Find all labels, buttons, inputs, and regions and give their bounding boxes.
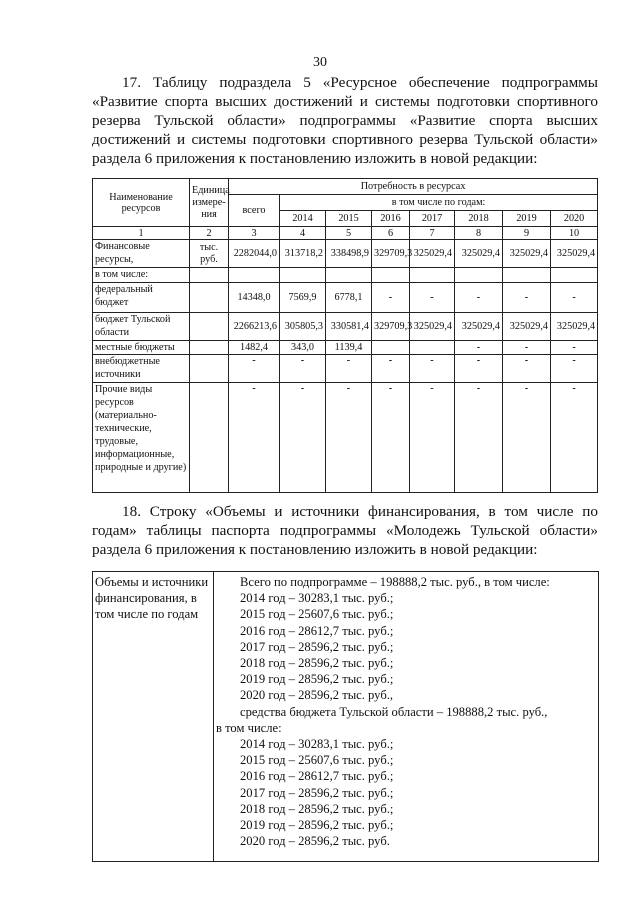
header-unit: Единица измере-ния (190, 179, 229, 227)
row-name: внебюджетные источники (93, 355, 190, 383)
section-17-line: «Развитие спорта высших достижений и системы подготовки спортивного (92, 93, 598, 110)
header-year: 2019 (503, 211, 551, 227)
col-number: 8 (455, 227, 503, 240)
total-line: Всего по подпрограмме – 198888,2 тыс. руб., в том числе: (240, 575, 550, 589)
year-line: 2018 год – 28596,2 тыс. руб.; (240, 656, 394, 671)
table-row (93, 240, 598, 268)
cell-value: - (551, 355, 598, 383)
year-line: 2016 год – 28612,7 тыс. руб.; (240, 769, 394, 784)
cell-value: 329709,3 (372, 313, 410, 341)
cell-value: 2266213,6 (229, 313, 280, 341)
col-number: 2 (190, 227, 229, 240)
passport-label: Объемы и источники финансирования, в том числе по годам (93, 572, 214, 862)
header-total: всего (229, 195, 280, 227)
cell-value: - (503, 283, 551, 313)
cell-value: 343,0 (280, 341, 326, 355)
cell-value: 1482,4 (229, 341, 280, 355)
table-row (93, 268, 598, 283)
row-unit (190, 383, 229, 493)
year-line: 2017 год – 28596,2 тыс. руб.; (240, 639, 394, 654)
cell-value: 325029,4 (551, 240, 598, 268)
header-year: 2017 (410, 211, 455, 227)
cell-value: - (503, 341, 551, 355)
header-year: 2020 (551, 211, 598, 227)
passport-table (92, 571, 599, 862)
year-line: 2020 год – 28596,2 тыс. руб. (240, 834, 390, 849)
cell-value: - (229, 383, 280, 493)
passport-content (214, 572, 599, 862)
cell-value: 313718,2 (280, 240, 326, 268)
header-year: 2016 (372, 211, 410, 227)
table-row (93, 383, 598, 493)
year-line: 2015 год – 25607,6 тыс. руб.; (240, 753, 394, 768)
cell-value: - (280, 355, 326, 383)
year-line: 2019 год – 28596,2 тыс. руб.; (240, 672, 394, 687)
year-line: 2016 год – 28612,7 тыс. руб.; (240, 623, 394, 638)
cell-value: - (326, 355, 372, 383)
cell-value: 2282044,0 (229, 240, 280, 268)
header-year: 2018 (455, 211, 503, 227)
col-number: 10 (551, 227, 598, 240)
year-line: 2018 год – 28596,2 тыс. руб.; (240, 801, 394, 816)
cell-value: 1139,4 (326, 341, 372, 355)
cell-value: - (503, 383, 551, 493)
page-number: 30 (313, 55, 327, 70)
cell-value: 325029,4 (503, 240, 551, 268)
table-row (93, 355, 598, 383)
cell-value: 325029,4 (410, 313, 455, 341)
row-unit (190, 283, 229, 313)
col-number: 6 (372, 227, 410, 240)
col-number: 4 (280, 227, 326, 240)
cell-value: 325029,4 (455, 313, 503, 341)
year-line: 2020 год – 28596,2 тыс. руб., (240, 688, 394, 703)
header-year: 2015 (326, 211, 372, 227)
section-18-line: годам» таблицы паспорта подпрограммы «Молодежь Тульской области» (92, 522, 598, 539)
header-by-years: в том числе по годам: (280, 195, 598, 211)
section-18-line: 18. Строку «Объемы и источники финансирования, в том числе по (122, 503, 598, 520)
table-row (93, 341, 598, 355)
row-name: в том числе: (93, 268, 190, 283)
cell-value: - (551, 383, 598, 493)
budget-line: средства бюджета Тульской области – 198888,2 тыс. руб., (240, 704, 548, 719)
year-line: 2017 год – 28596,2 тыс. руб.; (240, 785, 394, 800)
header-need: Потребность в ресурсах (229, 179, 598, 195)
cell-value: - (503, 355, 551, 383)
cell-value: - (372, 383, 410, 493)
cell-value: - (455, 355, 503, 383)
cell-value: - (410, 283, 455, 313)
row-name: местные бюджеты (93, 341, 190, 355)
row-name: федеральный бюджет (93, 283, 190, 313)
col-number: 5 (326, 227, 372, 240)
section-17-line: достижений и системы подготовки спортивного резерва Тульской области» (92, 131, 598, 148)
section-17-paragraph (92, 73, 598, 168)
row-name: Прочие виды ресурсов (материально-технические, трудовые, информационные, природные и другие) (93, 383, 190, 493)
header-year: 2014 (280, 211, 326, 227)
table-row (93, 283, 598, 313)
section-18-line: раздела 6 приложения к постановлению изложить в новой редакции: (92, 541, 538, 558)
cell-value: 325029,4 (503, 313, 551, 341)
cell-value (372, 341, 410, 355)
cell-value: - (280, 383, 326, 493)
col-number: 3 (229, 227, 280, 240)
cell-value: - (410, 383, 455, 493)
col-number: 9 (503, 227, 551, 240)
cell-value: - (551, 341, 598, 355)
row-unit: тыс. руб. (190, 240, 229, 268)
section-18-paragraph (92, 502, 598, 559)
cell-value: 330581,4 (326, 313, 372, 341)
cell-value: 325029,4 (455, 240, 503, 268)
cell-value: 7569,9 (280, 283, 326, 313)
resource-table (92, 178, 598, 493)
col-number: 1 (93, 227, 190, 240)
cell-value (410, 341, 455, 355)
cell-value: - (372, 355, 410, 383)
cell-value: 14348,0 (229, 283, 280, 313)
year-line: 2014 год – 30283,1 тыс. руб.; (240, 737, 394, 752)
section-17-line: 17. Таблицу подраздела 5 «Ресурсное обеспечение подпрограммы (122, 74, 598, 91)
budget-line-cont: в том числе: (216, 720, 282, 735)
cell-value: 329709,3 (372, 240, 410, 268)
year-line: 2014 год – 30283,1 тыс. руб.; (240, 591, 394, 606)
cell-value: 325029,4 (410, 240, 455, 268)
cell-value: - (410, 355, 455, 383)
cell-value: - (455, 341, 503, 355)
cell-value: 6778,1 (326, 283, 372, 313)
cell-value: - (326, 383, 372, 493)
cell-value: 338498,9 (326, 240, 372, 268)
row-name: Финансовые ресурсы, (93, 240, 190, 268)
section-17-line: резерва Тульской области» подпрограммы «Развитие спорта высших (92, 112, 598, 129)
cell-value: 305805,3 (280, 313, 326, 341)
col-number: 7 (410, 227, 455, 240)
section-17-line: раздела 6 приложения к постановлению изложить в новой редакции: (92, 150, 538, 167)
cell-value: - (229, 355, 280, 383)
cell-value: - (551, 283, 598, 313)
cell-value: - (372, 283, 410, 313)
row-unit (190, 355, 229, 383)
cell-value: - (455, 383, 503, 493)
row-unit (190, 313, 229, 341)
row-unit (190, 341, 229, 355)
table-row (93, 313, 598, 341)
row-name: бюджет Тульской области (93, 313, 190, 341)
cell-value: 325029,4 (551, 313, 598, 341)
year-line: 2019 год – 28596,2 тыс. руб.; (240, 818, 394, 833)
header-resources: Наименование ресурсов (93, 179, 190, 227)
cell-value: - (455, 283, 503, 313)
year-line: 2015 год – 25607,6 тыс. руб.; (240, 607, 394, 622)
